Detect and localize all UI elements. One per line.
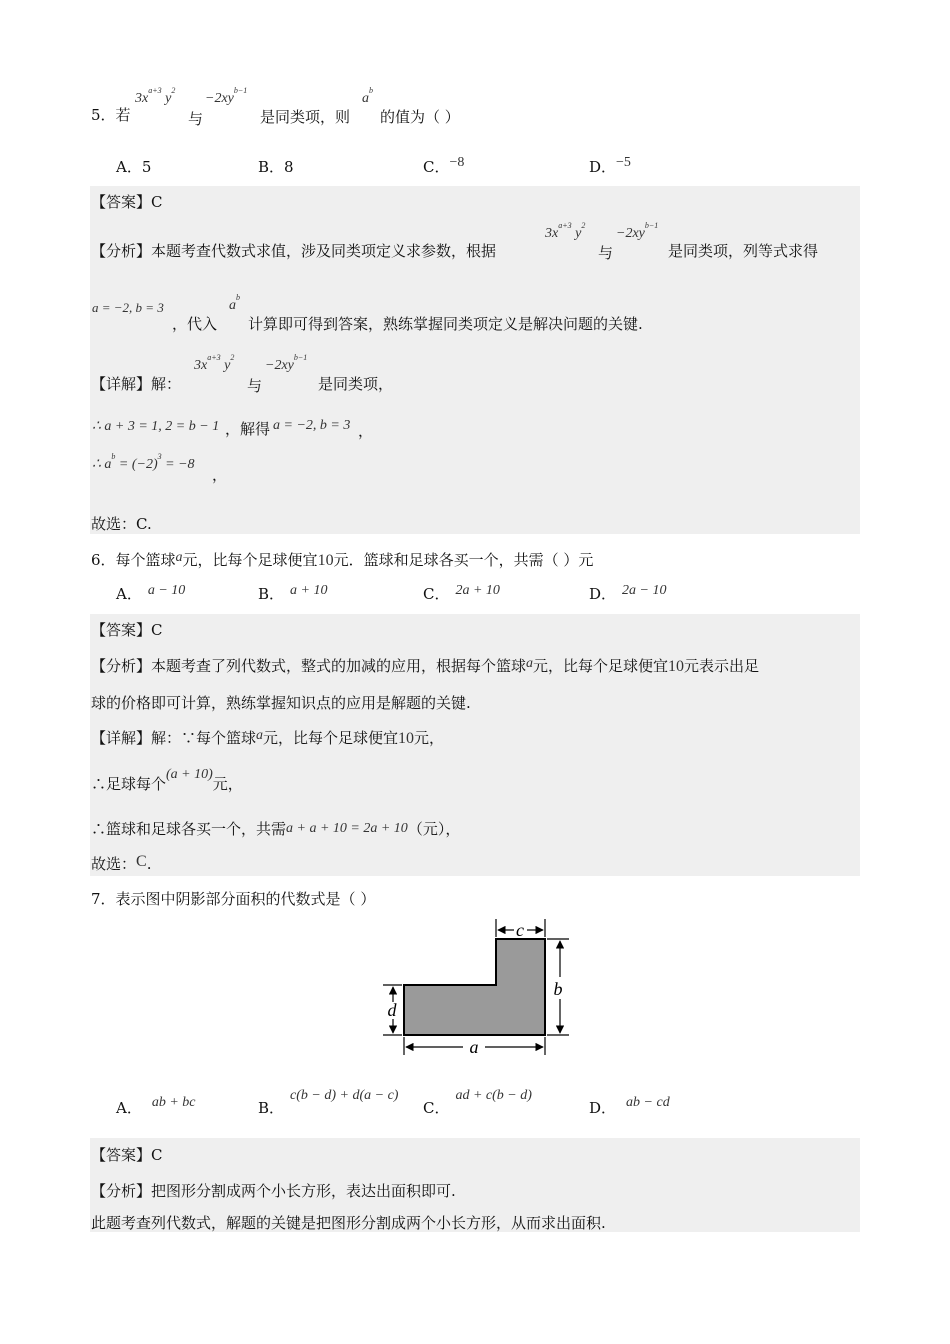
- q5-option-b[interactable]: B．8: [258, 158, 294, 176]
- q5-and: 与: [188, 110, 204, 128]
- q6-option-c[interactable]: C． 2a + 10: [423, 583, 500, 603]
- q5-detail-result: ∴ $a^b = (-2)^3 = -8$: [92, 452, 195, 472]
- q5-analysis-ab: $a^b$: [229, 293, 240, 313]
- q7-option-b[interactable]: B．c(b − d) + d(a − c): [258, 1088, 399, 1117]
- q5-analysis-text3: ，代入: [172, 315, 218, 333]
- q7-figure: [375, 915, 580, 1065]
- q5-choose: 故选：C.: [91, 515, 152, 533]
- q5-option-d[interactable]: D．−5: [589, 155, 631, 176]
- q5-detail-comma2: ，: [212, 466, 228, 484]
- q5-analysis-line1: 【分析】本题考查代数式求值，涉及同类项定义求参数，根据: [91, 242, 497, 260]
- q7-option-a[interactable]: A． ab + bc: [116, 1095, 196, 1117]
- q6-option-a[interactable]: A． a − 10: [116, 583, 186, 603]
- q5-answer: 【答案】C: [91, 193, 163, 211]
- q7-analysis: 【分析】把图形分割成两个小长方形，表达出面积即可.: [91, 1182, 456, 1200]
- q5-detail-equation: ∴ a + 3 = 1, 2 = b − 1: [92, 419, 220, 434]
- label-c: c: [516, 920, 524, 940]
- q5-detail-expr2: $-2xy^{b-1}$: [265, 353, 308, 373]
- q6-detail-line1: 【详解】解：∵每个篮球a元，比每个足球便宜10元，: [91, 728, 445, 747]
- q5-detail-and: 与: [247, 377, 263, 395]
- q5-analysis-text4: 计算即可得到答案，熟练掌握同类项定义是解决问题的关键.: [248, 315, 643, 333]
- q6-detail-line2: ∴足球每个(a + 10)元，: [91, 767, 243, 793]
- q5-stem: [91, 104, 131, 125]
- label-b: b: [553, 979, 563, 999]
- q5-expr2: $-2xy^{b-1}$: [205, 86, 248, 106]
- q6-answer: 【答案】C: [91, 621, 163, 639]
- q6-option-d[interactable]: D． 2a − 10: [589, 583, 667, 603]
- q5-stem-text3: 的值为（ ）: [380, 108, 460, 126]
- q6-option-b[interactable]: B． a + 10: [258, 583, 328, 603]
- q5-ab: $a^b$: [362, 86, 373, 106]
- q5-option-c[interactable]: C．−8: [423, 155, 465, 176]
- q5-analysis-expr1: $3x^{a+3}$ $y^2$: [545, 221, 586, 241]
- shaded-shape: [404, 939, 545, 1035]
- q7-option-c[interactable]: C．ad + c(b − d): [423, 1088, 532, 1117]
- q6-choose: 故选：C.: [91, 853, 152, 873]
- q6-stem: 6．每个篮球a元，比每个足球便宜10元．篮球和足球各买一个，共需（ ）元: [91, 550, 594, 569]
- q5-analysis-text2: 是同类项，列等式求得: [668, 242, 819, 260]
- q6-detail-line3: ∴篮球和足球各买一个，共需a + a + 10 = 2a + 10（元），: [91, 820, 461, 838]
- label-a: a: [469, 1037, 479, 1057]
- q5-detail-comma: ，: [358, 422, 374, 440]
- q7-stem: 7．表示图中阴影部分面积的代数式是（ ）: [91, 890, 376, 908]
- q7-option-d[interactable]: D． ab − cd: [589, 1095, 670, 1117]
- q5-detail-values: a = −2, b = 3: [273, 418, 351, 433]
- q5-analysis-expr2: $-2xy^{b-1}$: [616, 221, 659, 241]
- label-d: d: [387, 1000, 397, 1020]
- q5-stem-text2: 是同类项，则: [260, 108, 351, 126]
- q5-detail-solve: ，解得: [225, 420, 271, 438]
- q5-detail-line1: 【详解】解：: [91, 375, 182, 393]
- q5-detail-text: 是同类项，: [318, 375, 394, 393]
- q5-analysis-and: 与: [598, 244, 614, 262]
- q5-analysis-values: a = −2, b = 3: [92, 300, 164, 315]
- q6-analysis-line1: 【分析】本题考查了列代数式，整式的加减的应用，根据每个篮球a元，比每个足球便宜10元表示出足: [91, 656, 760, 675]
- q5-expr1: $3x^{a+3}$ $y^2$: [135, 86, 176, 106]
- q5-number: 5．若: [91, 106, 131, 124]
- q6-analysis-line2: 球的价格即可计算，熟练掌握知识点的应用是解题的关键.: [91, 694, 471, 712]
- q5-option-a[interactable]: A．5: [116, 158, 152, 176]
- q7-note: 此题考查列代数式，解题的关键是把图形分割成两个小长方形，从而求出面积.: [91, 1214, 606, 1232]
- q7-answer: 【答案】C: [91, 1146, 163, 1164]
- q5-detail-expr1: $3x^{a+3}$ $y^2$: [194, 353, 235, 373]
